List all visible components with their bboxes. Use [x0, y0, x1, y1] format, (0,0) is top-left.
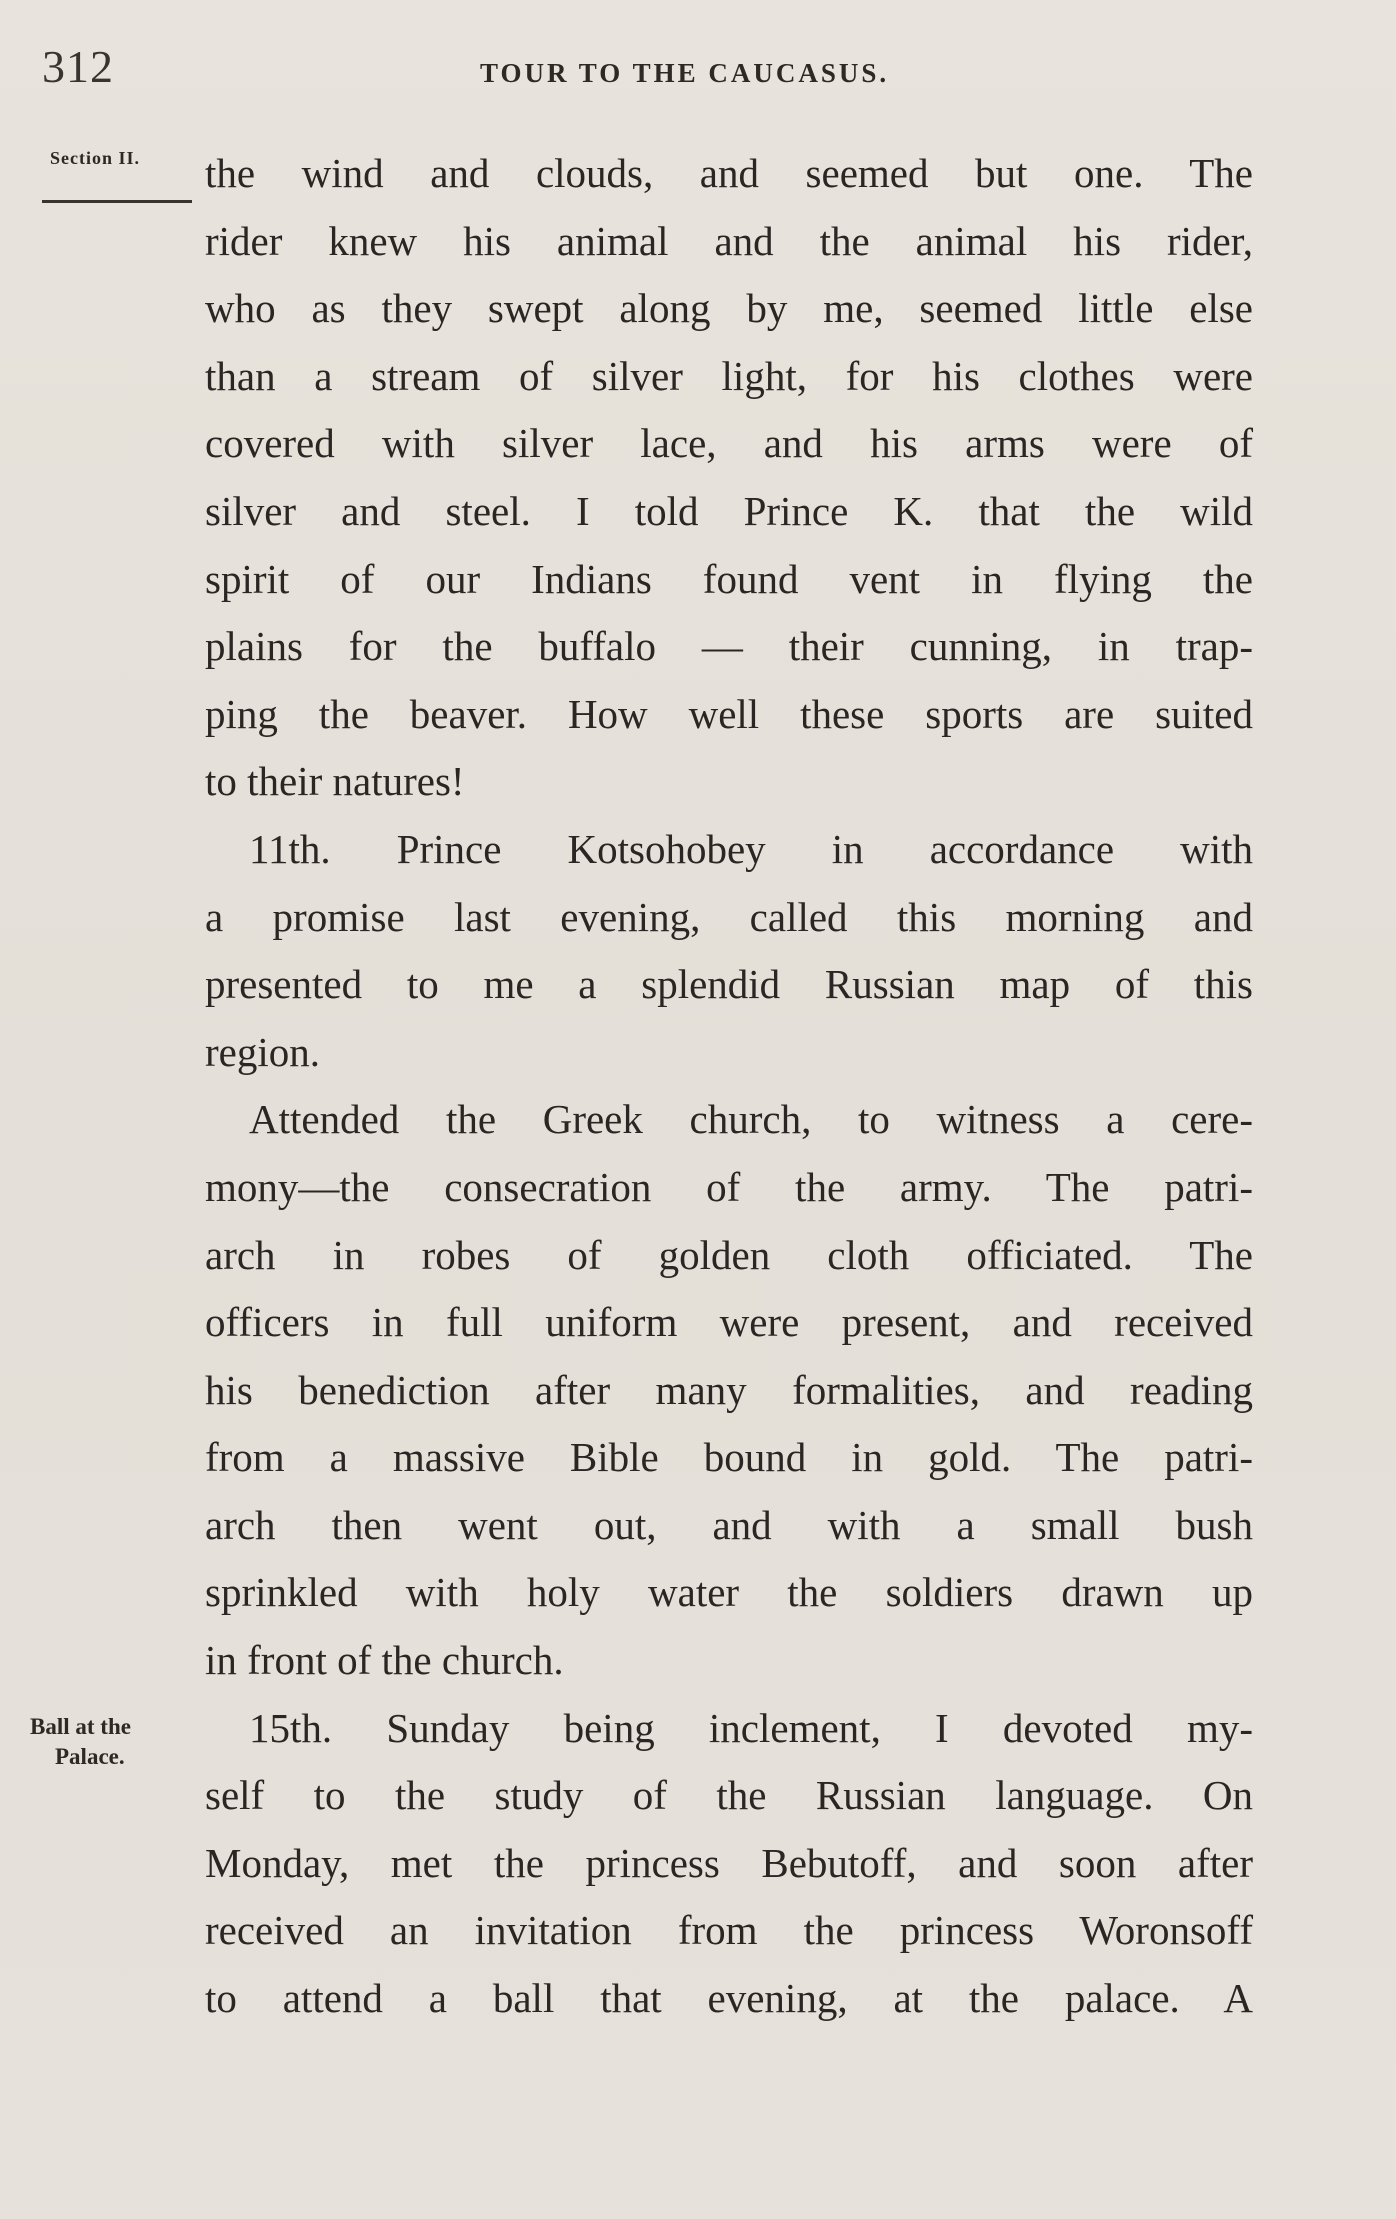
- text-line: officers in full uniform were present, and received: [205, 1299, 1253, 1346]
- text-line: Monday, met the princess Bebutoff, and soon after: [205, 1839, 1253, 1886]
- text-line: Attended the Greek church, to witness a cere-: [249, 1096, 1253, 1143]
- text-line: presented to me a splendid Russian map of this: [205, 961, 1253, 1008]
- text-line: spirit of our Indians found vent in flying the: [205, 555, 1253, 602]
- text-line: mony—the consecration of the army. The patri-: [205, 1163, 1253, 1210]
- section-rule: [42, 200, 192, 203]
- text-line: from a massive Bible bound in gold. The patri-: [205, 1434, 1253, 1481]
- text-line: than a stream of silver light, for his clothes were: [205, 352, 1253, 399]
- text-line: the wind and clouds, and seemed but one. The: [205, 150, 1253, 196]
- text-line: plains for the buffalo — their cunning, in trap-: [205, 623, 1253, 670]
- text-line: received an invitation from the princess Woronsoff: [205, 1907, 1253, 1954]
- text-line: ping the beaver. How well these sports are suited: [205, 690, 1253, 737]
- text-line: in front of the church.: [205, 1637, 564, 1684]
- text-line: his benediction after many formalities, and reading: [205, 1366, 1253, 1413]
- text-line: to attend a ball that evening, at the palace. A: [205, 1975, 1253, 2022]
- text-line: arch in robes of golden cloth officiated. The: [205, 1231, 1253, 1278]
- text-line: region.: [205, 1028, 320, 1075]
- text-line: 15th. Sunday being inclement, I devoted my-: [249, 1704, 1253, 1751]
- text-line: to their natures!: [205, 758, 465, 805]
- running-title: TOUR TO THE CAUCASUS.: [480, 58, 890, 88]
- body-text: [205, 140, 1253, 2033]
- text-line: self to the study of the Russian language. On: [205, 1772, 1253, 1819]
- page-number: 312: [42, 41, 114, 92]
- text-line: 11th. Prince Kotsohobey in accordance with: [249, 825, 1253, 872]
- ball-margin-note-line2: Palace.: [55, 1744, 125, 1769]
- ball-margin-note: [30, 1712, 190, 1772]
- text-line: a promise last evening, called this morning and: [205, 893, 1253, 940]
- text-line: rider knew his animal and the animal his rider,: [205, 217, 1253, 264]
- text-line: covered with silver lace, and his arms were of: [205, 420, 1253, 467]
- section-margin-note: Section II.: [50, 148, 141, 168]
- text-line: silver and steel. I told Prince K. that the wild: [205, 487, 1253, 534]
- text-line: who as they swept along by me, seemed little else: [205, 285, 1253, 332]
- text-line: sprinkled with holy water the soldiers drawn up: [205, 1569, 1253, 1616]
- text-line: arch then went out, and with a small bush: [205, 1501, 1253, 1548]
- ball-margin-note-line1: Ball at the: [30, 1714, 131, 1739]
